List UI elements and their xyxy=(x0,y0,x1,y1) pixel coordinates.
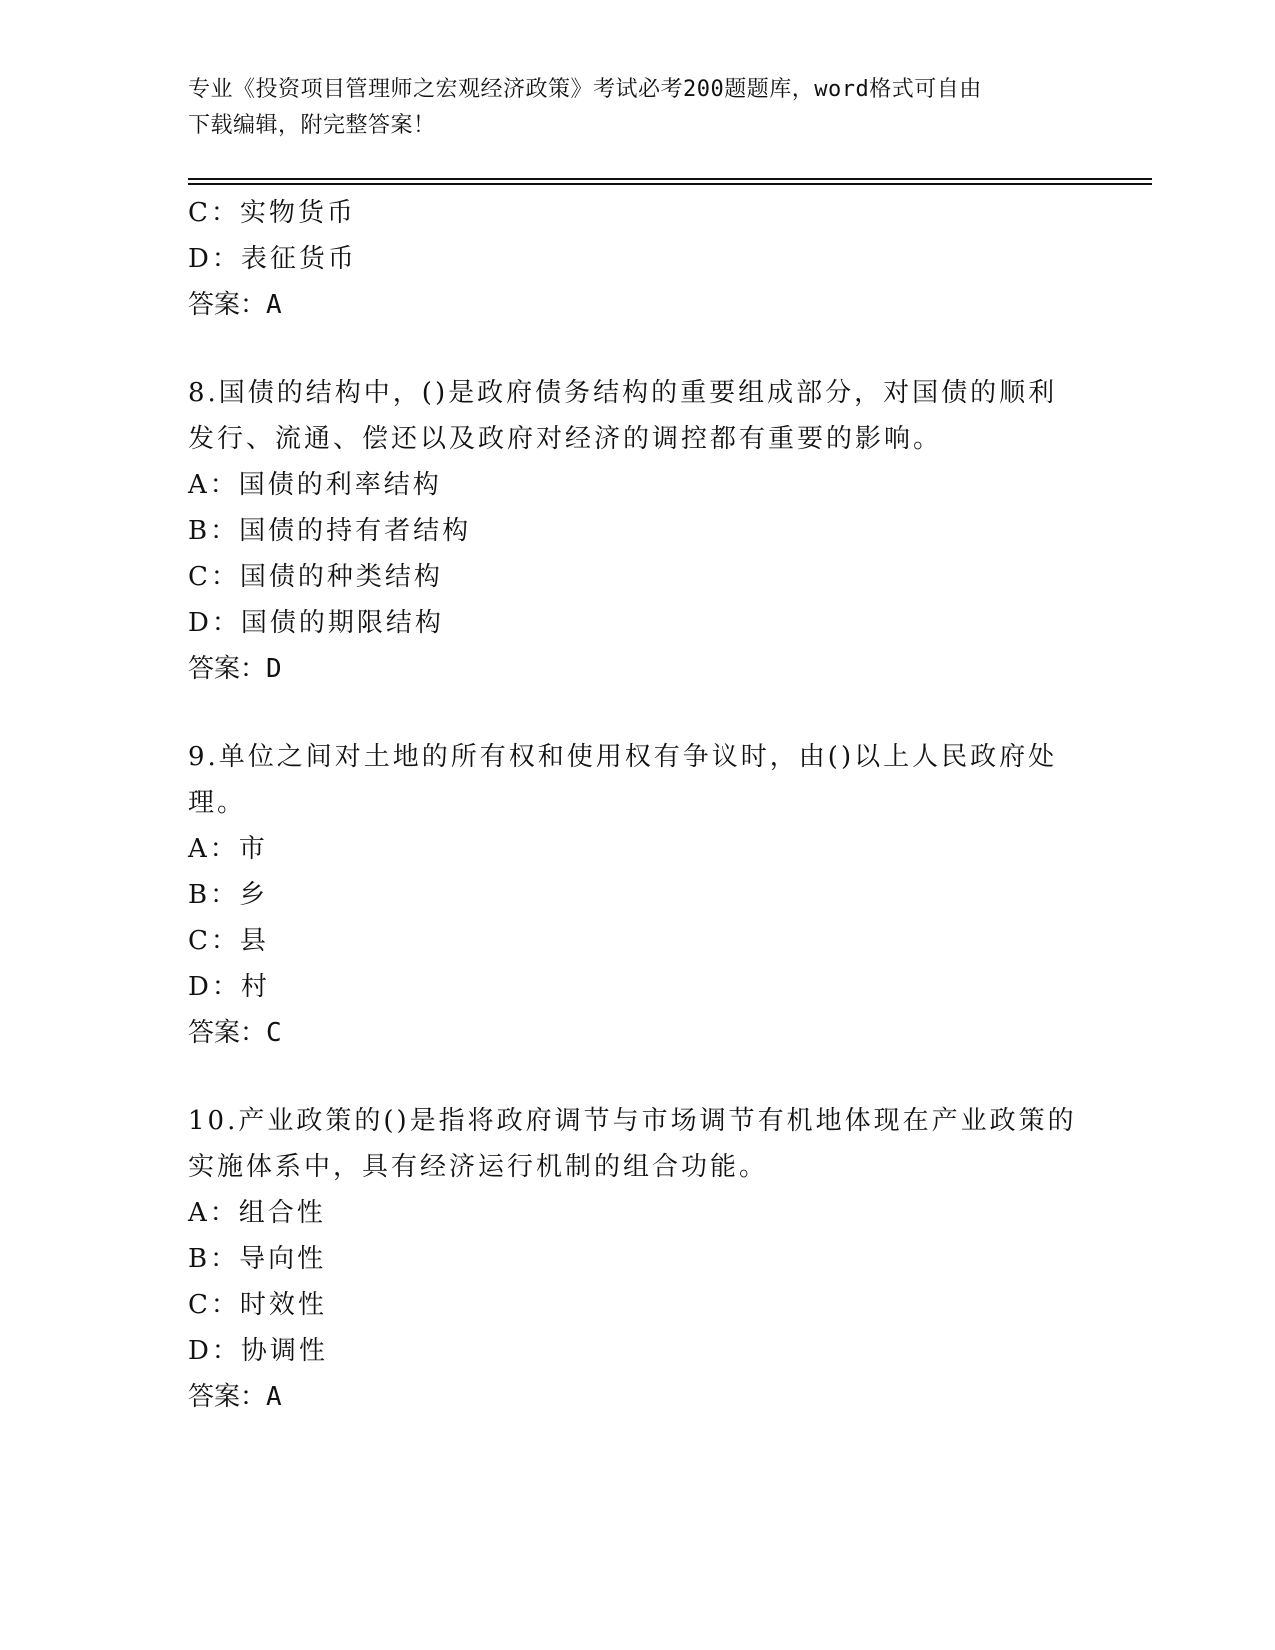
option-b: B：国债的持有者结构 xyxy=(188,516,472,546)
header-rule-bottom xyxy=(188,183,1152,185)
option-d: D：表征货币 xyxy=(188,244,357,274)
option-b: B：导向性 xyxy=(188,1244,327,1274)
option-b: B：乡 xyxy=(188,880,269,910)
option-c: C：国债的种类结构 xyxy=(188,562,443,592)
option-c: C：实物货币 xyxy=(188,198,356,228)
question-stem-continued: 理。 xyxy=(188,788,247,818)
question-stem: 10.产业政策的()是指将政府调节与市场调节有机地体现在产业政策的 xyxy=(188,1106,1077,1136)
answer: 答案：A xyxy=(188,1382,282,1412)
option-d: D：国债的期限结构 xyxy=(188,608,444,638)
question-8 xyxy=(188,370,1088,692)
answer: 答案：D xyxy=(188,654,282,684)
header-line-2: 下载编辑，附完整答案！ xyxy=(188,113,436,138)
option-a: A：国债的利率结构 xyxy=(188,470,442,500)
answer: 答案：C xyxy=(188,1018,282,1048)
question-stem: 8.国债的结构中，()是政府债务结构的重要组成部分，对国债的顺利 xyxy=(188,378,1058,408)
option-c: C：时效性 xyxy=(188,1290,327,1320)
option-a: A：组合性 xyxy=(188,1198,326,1228)
header-line-1: 专业《投资项目管理师之宏观经济政策》考试必考200题题库，word格式可自由 xyxy=(188,77,982,102)
document-header xyxy=(188,72,1068,144)
question-stem-continued: 实施体系中，具有经济运行机制的组合功能。 xyxy=(188,1152,769,1182)
question-stem: 9.单位之间对土地的所有权和使用权有争议时，由()以上人民政府处 xyxy=(188,742,1058,772)
option-c: C：县 xyxy=(188,926,269,956)
question-list xyxy=(188,190,1088,1420)
question-stem-continued: 发行、流通、偿还以及政府对经济的调控都有重要的影响。 xyxy=(188,424,943,454)
question-10 xyxy=(188,1098,1088,1420)
option-d: D：协调性 xyxy=(188,1336,328,1366)
option-a: A：市 xyxy=(188,834,268,864)
header-rule-top xyxy=(188,178,1152,180)
question-9 xyxy=(188,734,1088,1056)
option-d: D：村 xyxy=(188,972,270,1002)
answer: 答案：A xyxy=(188,290,282,320)
question-7-continued xyxy=(188,190,1088,328)
